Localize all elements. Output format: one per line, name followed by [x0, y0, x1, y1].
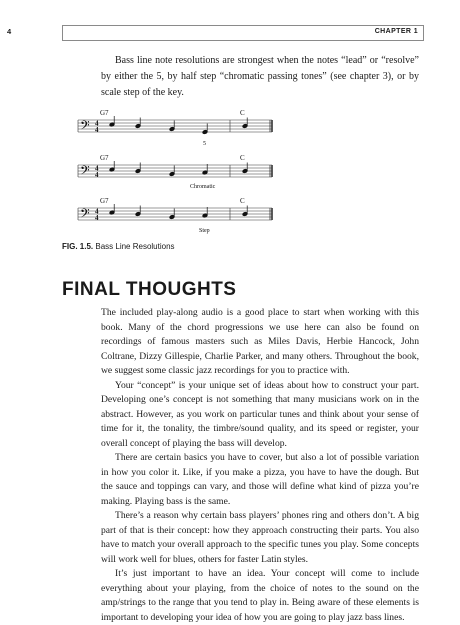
time-signature-top: 4 [95, 119, 99, 128]
body-paragraph: Your “concept” is your unique set of ideas about how to construct your part. Developing one’s concept is not something that many musicians work on in the abstract. However, as you work on particular tunes and think about your sense of time for it, the tonality, the timbre/sound quality, and its speed or register, your overall concept of playing the bass will develop. [101, 379, 419, 449]
caption-text: Bass Line Resolutions [95, 242, 175, 251]
chord-symbol: C [240, 197, 245, 205]
intro-paragraph-block [101, 53, 419, 101]
page-number: 4 [7, 27, 12, 36]
body-paragraph: The included play-along audio is a good place to start when working with this book. Many of the chord progressions we use here can also be found on recordings of famous masters such as Miles Davis, Herbie Hancock, John Coltrane, Dizzy Gillespie, Charlie Parker, and many others. Throughout the book, we suggest some classic jazz recordings for you to practice with. [101, 307, 419, 376]
intro-paragraph: Bass line note resolutions are strongest when the notes “lead” or “resolve” by either the 5, by half step “chromatic passing tones” (see chapter 3), or by scale step of the key. [101, 55, 419, 98]
figure-caption [62, 242, 175, 251]
notes [109, 116, 248, 134]
staff-system-3 [78, 197, 272, 234]
time-signature-bottom: 4 [95, 214, 99, 222]
staff-system-2 [78, 154, 272, 190]
staff-system-1 [78, 109, 272, 147]
chord-symbol: G7 [100, 197, 109, 205]
time-signature-top: 4 [95, 164, 99, 173]
bass-clef-icon: 𝄢 [80, 163, 90, 181]
chapter-label: CHAPTER 1 [374, 28, 418, 35]
body-paragraph: There are certain basics you have to cover, but also a lot of possible variation in how you color it. Like, if you make a pizza, you have to have the dough. But the sauce and toppings can vary, and those will define what kind of pizza you’re making. Playing bass is the same. [101, 452, 419, 507]
running-header [62, 25, 424, 41]
notation-figure [0, 100, 460, 240]
body-paragraph: There’s a reason why certain bass players’ phones ring and others don’t. A big part of that is their concept: how they approach constructing their parts. You also have to match your overall approach to the specific tunes you play. Some concepts will work well for blues, others for faster Latin styles. [101, 510, 419, 565]
chord-symbol: C [240, 109, 245, 117]
caption-label: FIG. 1.5. [62, 242, 94, 251]
section-body [101, 306, 419, 625]
resolution-label: 5 [203, 141, 206, 147]
resolution-label: Chromatic [190, 184, 216, 190]
chord-symbol: C [240, 154, 245, 162]
bass-clef-icon: 𝄢 [80, 118, 90, 136]
chord-symbol: G7 [100, 109, 109, 117]
time-signature-bottom: 4 [95, 171, 99, 179]
time-signature-bottom: 4 [95, 126, 99, 134]
section-title: FINAL THOUGHTS [62, 279, 237, 300]
time-signature-top: 4 [95, 207, 99, 216]
resolution-label: Step [199, 228, 210, 234]
body-paragraph: It’s just important to have an idea. Your concept will come to include everything about your playing, from the choice of notes to the sound on the amp/strings to the range that you tend to play in. Being aware of these elements is important to developing your idea of how you are going to play jazz bass lines. [101, 568, 419, 623]
bass-clef-icon: 𝄢 [80, 206, 90, 224]
chord-symbol: G7 [100, 154, 109, 162]
